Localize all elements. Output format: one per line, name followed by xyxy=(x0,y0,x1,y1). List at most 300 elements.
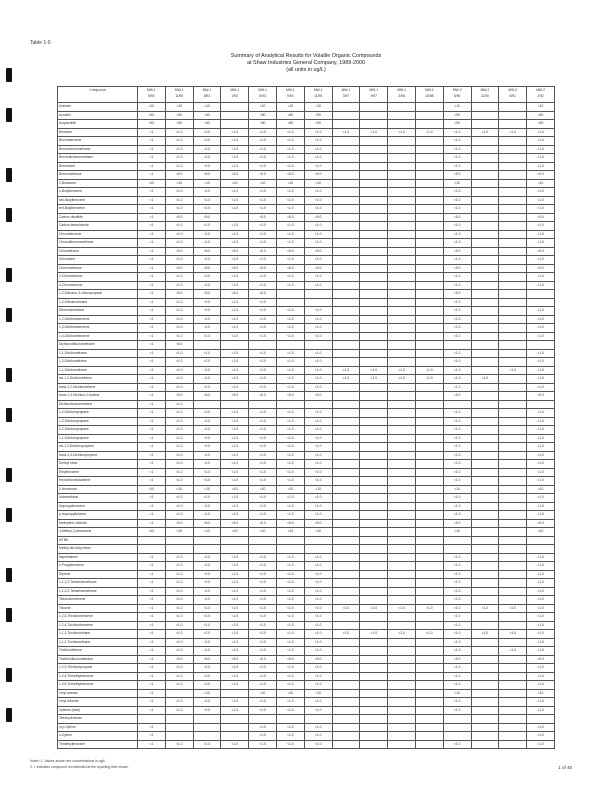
result-cell: <1 xyxy=(138,587,166,596)
result-cell: <1 xyxy=(138,358,166,367)
result-cell: <1.0 xyxy=(276,409,304,418)
result-cell xyxy=(499,443,527,452)
result-cell xyxy=(415,451,443,460)
result-cell: <1.0 xyxy=(165,638,193,647)
result-cell: <1.0 xyxy=(165,358,193,367)
result-cell: <1.0 xyxy=(443,230,471,239)
result-cell: <1.0 xyxy=(165,137,193,146)
result-cell: <1.0 xyxy=(360,604,388,613)
result-cell xyxy=(332,171,360,180)
table-row xyxy=(58,740,555,749)
result-cell xyxy=(360,562,388,571)
compound-name: Methylene chloride xyxy=(58,519,138,528)
result-cell: <1 xyxy=(138,604,166,613)
result-cell xyxy=(388,536,416,545)
result-cell xyxy=(415,222,443,231)
result-cell xyxy=(471,315,499,324)
table-row xyxy=(58,715,555,724)
punch-hole xyxy=(6,468,12,482)
result-cell: <1.0 xyxy=(165,460,193,469)
result-cell xyxy=(360,596,388,605)
table-row xyxy=(58,579,555,588)
result-cell: <1 xyxy=(138,723,166,732)
result-cell xyxy=(332,222,360,231)
result-cell: <5.0 xyxy=(443,519,471,528)
result-cell: <1.0 xyxy=(221,349,249,358)
result-cell: <1.0 xyxy=(527,596,555,605)
result-cell xyxy=(332,545,360,554)
result-cell xyxy=(471,519,499,528)
result-cell xyxy=(499,485,527,494)
result-cell: <1.0 xyxy=(527,358,555,367)
result-cell: <1 xyxy=(138,655,166,664)
compound-name: Tetrachloroethene xyxy=(58,596,138,605)
table-row xyxy=(58,137,555,146)
result-cell: <1.0 xyxy=(276,613,304,622)
result-cell: <10 xyxy=(304,689,332,698)
result-cell xyxy=(332,417,360,426)
result-cell: <1.0 xyxy=(443,672,471,681)
result-cell xyxy=(471,162,499,171)
result-cell xyxy=(499,553,527,562)
result-cell: <1.0 xyxy=(304,553,332,562)
result-cell xyxy=(332,655,360,664)
result-cell xyxy=(388,681,416,690)
result-cell: <1 xyxy=(138,621,166,630)
result-cell xyxy=(388,247,416,256)
result-cell: <1.0 xyxy=(527,145,555,154)
result-cell: <1.0 xyxy=(249,494,277,503)
result-cell xyxy=(332,443,360,452)
result-cell: <1.0 xyxy=(193,621,221,630)
result-cell: <50 xyxy=(138,120,166,129)
result-cell: <1.0 xyxy=(527,451,555,460)
table-row xyxy=(58,434,555,443)
result-cell: <1.0 xyxy=(165,426,193,435)
result-cell xyxy=(332,528,360,537)
result-cell: <5.0 xyxy=(193,213,221,222)
result-cell: <1.0 xyxy=(193,349,221,358)
result-cell: <1.0 xyxy=(276,205,304,214)
result-cell: <1 xyxy=(138,205,166,214)
column-header xyxy=(276,87,304,103)
result-cell: <1.0 xyxy=(221,137,249,146)
compound-name: 1,1-Dichloroethane xyxy=(58,349,138,358)
result-cell: <1 xyxy=(138,375,166,384)
result-cell xyxy=(388,434,416,443)
compound-name: Styrene xyxy=(58,570,138,579)
result-cell xyxy=(415,485,443,494)
result-cell xyxy=(415,273,443,282)
result-cell xyxy=(499,613,527,622)
result-cell: <1.0 xyxy=(527,562,555,571)
result-cell xyxy=(499,664,527,673)
result-cell xyxy=(471,341,499,350)
result-cell: <1.0 xyxy=(221,332,249,341)
result-cell: <1.0 xyxy=(527,128,555,137)
result-cell: <10 xyxy=(249,179,277,188)
result-cell xyxy=(360,383,388,392)
result-cell: <1.0 xyxy=(443,698,471,707)
table-row xyxy=(58,511,555,520)
result-cell: <1.0 xyxy=(165,298,193,307)
result-cell: <1.0 xyxy=(527,366,555,375)
result-cell: <1.0 xyxy=(415,366,443,375)
result-cell: <1.0 xyxy=(443,494,471,503)
compound-name: trans-1,2-Dichloroethene xyxy=(58,383,138,392)
table-row xyxy=(58,290,555,299)
result-cell: <1.0 xyxy=(527,630,555,639)
result-cell: <1.0 xyxy=(193,647,221,656)
result-cell xyxy=(332,715,360,724)
compound-name: trans-1,3-Dichloropropene xyxy=(58,451,138,460)
result-cell xyxy=(332,536,360,545)
result-cell xyxy=(499,596,527,605)
result-cell xyxy=(165,732,193,741)
result-cell xyxy=(360,681,388,690)
compound-name: 1,1,2-Trichloroethane xyxy=(58,638,138,647)
result-cell: <5.0 xyxy=(221,392,249,401)
result-cell: <1.0 xyxy=(221,664,249,673)
result-cell xyxy=(332,664,360,673)
result-cell: <10 xyxy=(443,689,471,698)
result-cell xyxy=(471,638,499,647)
result-cell: <1 xyxy=(138,298,166,307)
result-cell xyxy=(499,689,527,698)
result-cell: <1.0 xyxy=(276,706,304,715)
result-cell xyxy=(499,638,527,647)
result-cell: <1.0 xyxy=(443,137,471,146)
result-cell xyxy=(221,341,249,350)
result-cell xyxy=(332,324,360,333)
result-cell xyxy=(471,528,499,537)
header-well: MW-2 xyxy=(536,88,545,92)
result-cell xyxy=(388,383,416,392)
result-cell: <1.0 xyxy=(471,630,499,639)
result-cell xyxy=(360,120,388,129)
result-cell: <1.0 xyxy=(276,222,304,231)
punch-hole xyxy=(6,368,12,382)
result-cell: <1 xyxy=(138,171,166,180)
result-cell xyxy=(415,511,443,520)
result-cell: <1.0 xyxy=(527,324,555,333)
result-cell xyxy=(415,570,443,579)
result-cell: <1.0 xyxy=(304,349,332,358)
result-cell: <1 xyxy=(138,553,166,562)
result-cell xyxy=(360,511,388,520)
result-cell xyxy=(415,162,443,171)
result-cell: <1.0 xyxy=(193,740,221,749)
result-cell xyxy=(388,689,416,698)
result-cell: <1.0 xyxy=(304,706,332,715)
result-cell: <1.0 xyxy=(443,570,471,579)
result-cell: <5.0 xyxy=(443,213,471,222)
result-cell xyxy=(332,383,360,392)
result-cell: <1.0 xyxy=(443,621,471,630)
result-cell xyxy=(415,655,443,664)
result-cell: <1 xyxy=(138,188,166,197)
result-cell: <1.0 xyxy=(249,383,277,392)
result-cell: <1 xyxy=(138,273,166,282)
result-cell xyxy=(471,426,499,435)
result-cell xyxy=(471,179,499,188)
result-cell: <1.0 xyxy=(193,375,221,384)
result-cell: <1.0 xyxy=(193,366,221,375)
result-cell xyxy=(471,698,499,707)
result-cell: <1.0 xyxy=(165,366,193,375)
result-cell: <1.0 xyxy=(165,417,193,426)
result-cell xyxy=(499,383,527,392)
result-cell xyxy=(471,171,499,180)
result-cell xyxy=(499,511,527,520)
header-well: MW-2 xyxy=(452,88,462,92)
result-cell: <1.0 xyxy=(165,579,193,588)
result-cell: <1.0 xyxy=(193,307,221,316)
compound-name: 1,2-Dibromoethane xyxy=(58,298,138,307)
result-cell xyxy=(332,553,360,562)
result-cell xyxy=(499,358,527,367)
result-cell xyxy=(360,400,388,409)
table-row xyxy=(58,239,555,248)
result-cell: <1.0 xyxy=(221,239,249,248)
result-cell: <1.0 xyxy=(221,434,249,443)
result-cell: <1.0 xyxy=(249,256,277,265)
table-row xyxy=(58,451,555,460)
result-cell: <1.0 xyxy=(276,196,304,205)
result-cell xyxy=(471,332,499,341)
result-cell: <1.0 xyxy=(249,451,277,460)
result-cell xyxy=(388,732,416,741)
result-cell: <5.0 xyxy=(527,655,555,664)
result-cell: <1.0 xyxy=(527,664,555,673)
result-cell: <1 xyxy=(138,434,166,443)
result-cell: <1.0 xyxy=(443,256,471,265)
result-cell xyxy=(304,341,332,350)
result-cell xyxy=(527,536,555,545)
result-cell: <1.0 xyxy=(221,366,249,375)
result-cell: <1.0 xyxy=(276,570,304,579)
result-cell: <1.0 xyxy=(443,587,471,596)
result-cell: <1.0 xyxy=(304,723,332,732)
result-cell xyxy=(388,392,416,401)
result-cell: <1 xyxy=(138,332,166,341)
table-row xyxy=(58,587,555,596)
result-cell: <1.0 xyxy=(249,477,277,486)
result-cell: <1.0 xyxy=(527,375,555,384)
result-cell: <1 xyxy=(138,494,166,503)
result-cell: <1.0 xyxy=(304,647,332,656)
table-row xyxy=(58,205,555,214)
result-cell xyxy=(332,137,360,146)
result-cell xyxy=(388,417,416,426)
result-cell: <1.0 xyxy=(276,477,304,486)
result-cell: <1.0 xyxy=(443,196,471,205)
result-cell: <10 xyxy=(276,528,304,537)
column-header xyxy=(138,87,166,103)
result-cell: <1.0 xyxy=(249,137,277,146)
result-cell xyxy=(193,545,221,554)
result-cell: <1.0 xyxy=(527,502,555,511)
result-cell: <10 xyxy=(165,103,193,112)
result-cell xyxy=(388,137,416,146)
result-cell xyxy=(471,732,499,741)
result-cell: <1.0 xyxy=(221,706,249,715)
result-cell: <1.0 xyxy=(249,230,277,239)
result-cell: <1.0 xyxy=(249,511,277,520)
result-cell: <1.0 xyxy=(249,281,277,290)
result-cell xyxy=(388,426,416,435)
result-cell: <5.0 xyxy=(304,247,332,256)
result-cell: <50 xyxy=(304,111,332,120)
result-cell: <1 xyxy=(138,740,166,749)
result-cell: <1.0 xyxy=(193,596,221,605)
result-cell: <5.0 xyxy=(165,392,193,401)
result-cell: <1.0 xyxy=(304,222,332,231)
result-cell: <1.0 xyxy=(221,315,249,324)
table-row xyxy=(58,349,555,358)
result-cell: <1.0 xyxy=(415,604,443,613)
result-cell: <1.0 xyxy=(249,366,277,375)
result-cell: <1.0 xyxy=(388,128,416,137)
result-cell: <1.0 xyxy=(415,630,443,639)
table-row xyxy=(58,366,555,375)
result-cell xyxy=(499,732,527,741)
result-cell: <1.0 xyxy=(304,332,332,341)
footnote-1: Notes: 1. Values shown are concentrations in ug/L. xyxy=(30,759,107,763)
result-cell: <1.0 xyxy=(165,307,193,316)
result-cell xyxy=(415,681,443,690)
result-cell: <1.0 xyxy=(443,349,471,358)
result-cell: <1.0 xyxy=(304,315,332,324)
result-cell xyxy=(388,409,416,418)
result-cell: <1.0 xyxy=(249,145,277,154)
result-cell xyxy=(499,179,527,188)
result-cell: <5.0 xyxy=(193,519,221,528)
result-cell xyxy=(304,298,332,307)
result-cell xyxy=(360,672,388,681)
table-row xyxy=(58,213,555,222)
result-cell: <5.0 xyxy=(276,655,304,664)
result-cell xyxy=(360,145,388,154)
result-cell xyxy=(471,298,499,307)
result-cell: <10 xyxy=(527,485,555,494)
result-cell xyxy=(471,689,499,698)
result-cell: <1.0 xyxy=(527,281,555,290)
result-cell: <1 xyxy=(138,477,166,486)
result-cell xyxy=(499,460,527,469)
compound-name: Carbon disulfide xyxy=(58,213,138,222)
result-cell xyxy=(471,239,499,248)
result-cell xyxy=(499,468,527,477)
table-row xyxy=(58,689,555,698)
result-cell: <1 xyxy=(138,341,166,350)
result-cell: <5.0 xyxy=(221,290,249,299)
result-cell: <5.0 xyxy=(165,519,193,528)
result-cell: <1.0 xyxy=(249,638,277,647)
table-row xyxy=(58,307,555,316)
result-cell: <10 xyxy=(304,179,332,188)
compound-name: 4-Methyl-2-pentanone xyxy=(58,528,138,537)
result-cell: <10 xyxy=(304,103,332,112)
result-cell: <1.0 xyxy=(165,604,193,613)
result-cell xyxy=(415,324,443,333)
result-cell xyxy=(276,400,304,409)
table-row xyxy=(58,638,555,647)
result-cell: <10 xyxy=(193,528,221,537)
compound-name: p-Isopropyltoluene xyxy=(58,511,138,520)
result-cell: <1 xyxy=(138,324,166,333)
result-cell xyxy=(276,298,304,307)
result-cell: <1.0 xyxy=(527,672,555,681)
result-cell xyxy=(332,460,360,469)
result-cell: <1.0 xyxy=(304,587,332,596)
compound-name: 1,2,3-Trichlorobenzene xyxy=(58,613,138,622)
result-cell: <1.0 xyxy=(443,324,471,333)
result-cell: <1.0 xyxy=(193,434,221,443)
result-cell: <10 xyxy=(249,689,277,698)
result-cell: <1.0 xyxy=(165,281,193,290)
table-row xyxy=(58,145,555,154)
result-cell: <1.0 xyxy=(249,188,277,197)
result-cell: <1.0 xyxy=(443,162,471,171)
result-cell: <5.0 xyxy=(249,392,277,401)
result-cell: <1.0 xyxy=(165,315,193,324)
compound-name: 1,2,3-Trichloropropane xyxy=(58,664,138,673)
result-cell: <1.0 xyxy=(527,477,555,486)
result-cell xyxy=(360,570,388,579)
result-cell xyxy=(332,570,360,579)
result-cell: <1.0 xyxy=(527,162,555,171)
result-cell: <1.0 xyxy=(249,324,277,333)
result-cell: <1.0 xyxy=(249,460,277,469)
result-cell xyxy=(138,536,166,545)
result-cell: <1.0 xyxy=(527,511,555,520)
result-cell xyxy=(388,502,416,511)
result-cell xyxy=(193,341,221,350)
result-cell xyxy=(276,341,304,350)
result-cell xyxy=(360,613,388,622)
result-cell xyxy=(360,460,388,469)
result-cell: <1.0 xyxy=(276,698,304,707)
result-cell: <1.0 xyxy=(304,630,332,639)
result-cell xyxy=(165,723,193,732)
header-well: MW-1 xyxy=(369,88,379,92)
result-cell: <1.0 xyxy=(304,188,332,197)
result-cell xyxy=(499,494,527,503)
result-cell xyxy=(499,341,527,350)
result-cell xyxy=(471,273,499,282)
result-cell xyxy=(415,434,443,443)
result-cell xyxy=(360,655,388,664)
result-cell xyxy=(471,655,499,664)
table-row xyxy=(58,655,555,664)
result-cell: <1.0 xyxy=(304,281,332,290)
result-cell xyxy=(415,111,443,120)
result-cell xyxy=(332,519,360,528)
header-date: 11/95 xyxy=(314,94,323,98)
result-cell: <1.0 xyxy=(304,256,332,265)
result-cell: <1 xyxy=(138,137,166,146)
punch-hole xyxy=(6,668,12,682)
result-cell xyxy=(332,103,360,112)
result-cell: <1.0 xyxy=(304,409,332,418)
result-cell: <10 xyxy=(276,689,304,698)
result-cell: <1.0 xyxy=(221,230,249,239)
result-cell: <50 xyxy=(193,120,221,129)
table-row xyxy=(58,528,555,537)
table-row xyxy=(58,375,555,384)
result-cell: <1.0 xyxy=(165,188,193,197)
